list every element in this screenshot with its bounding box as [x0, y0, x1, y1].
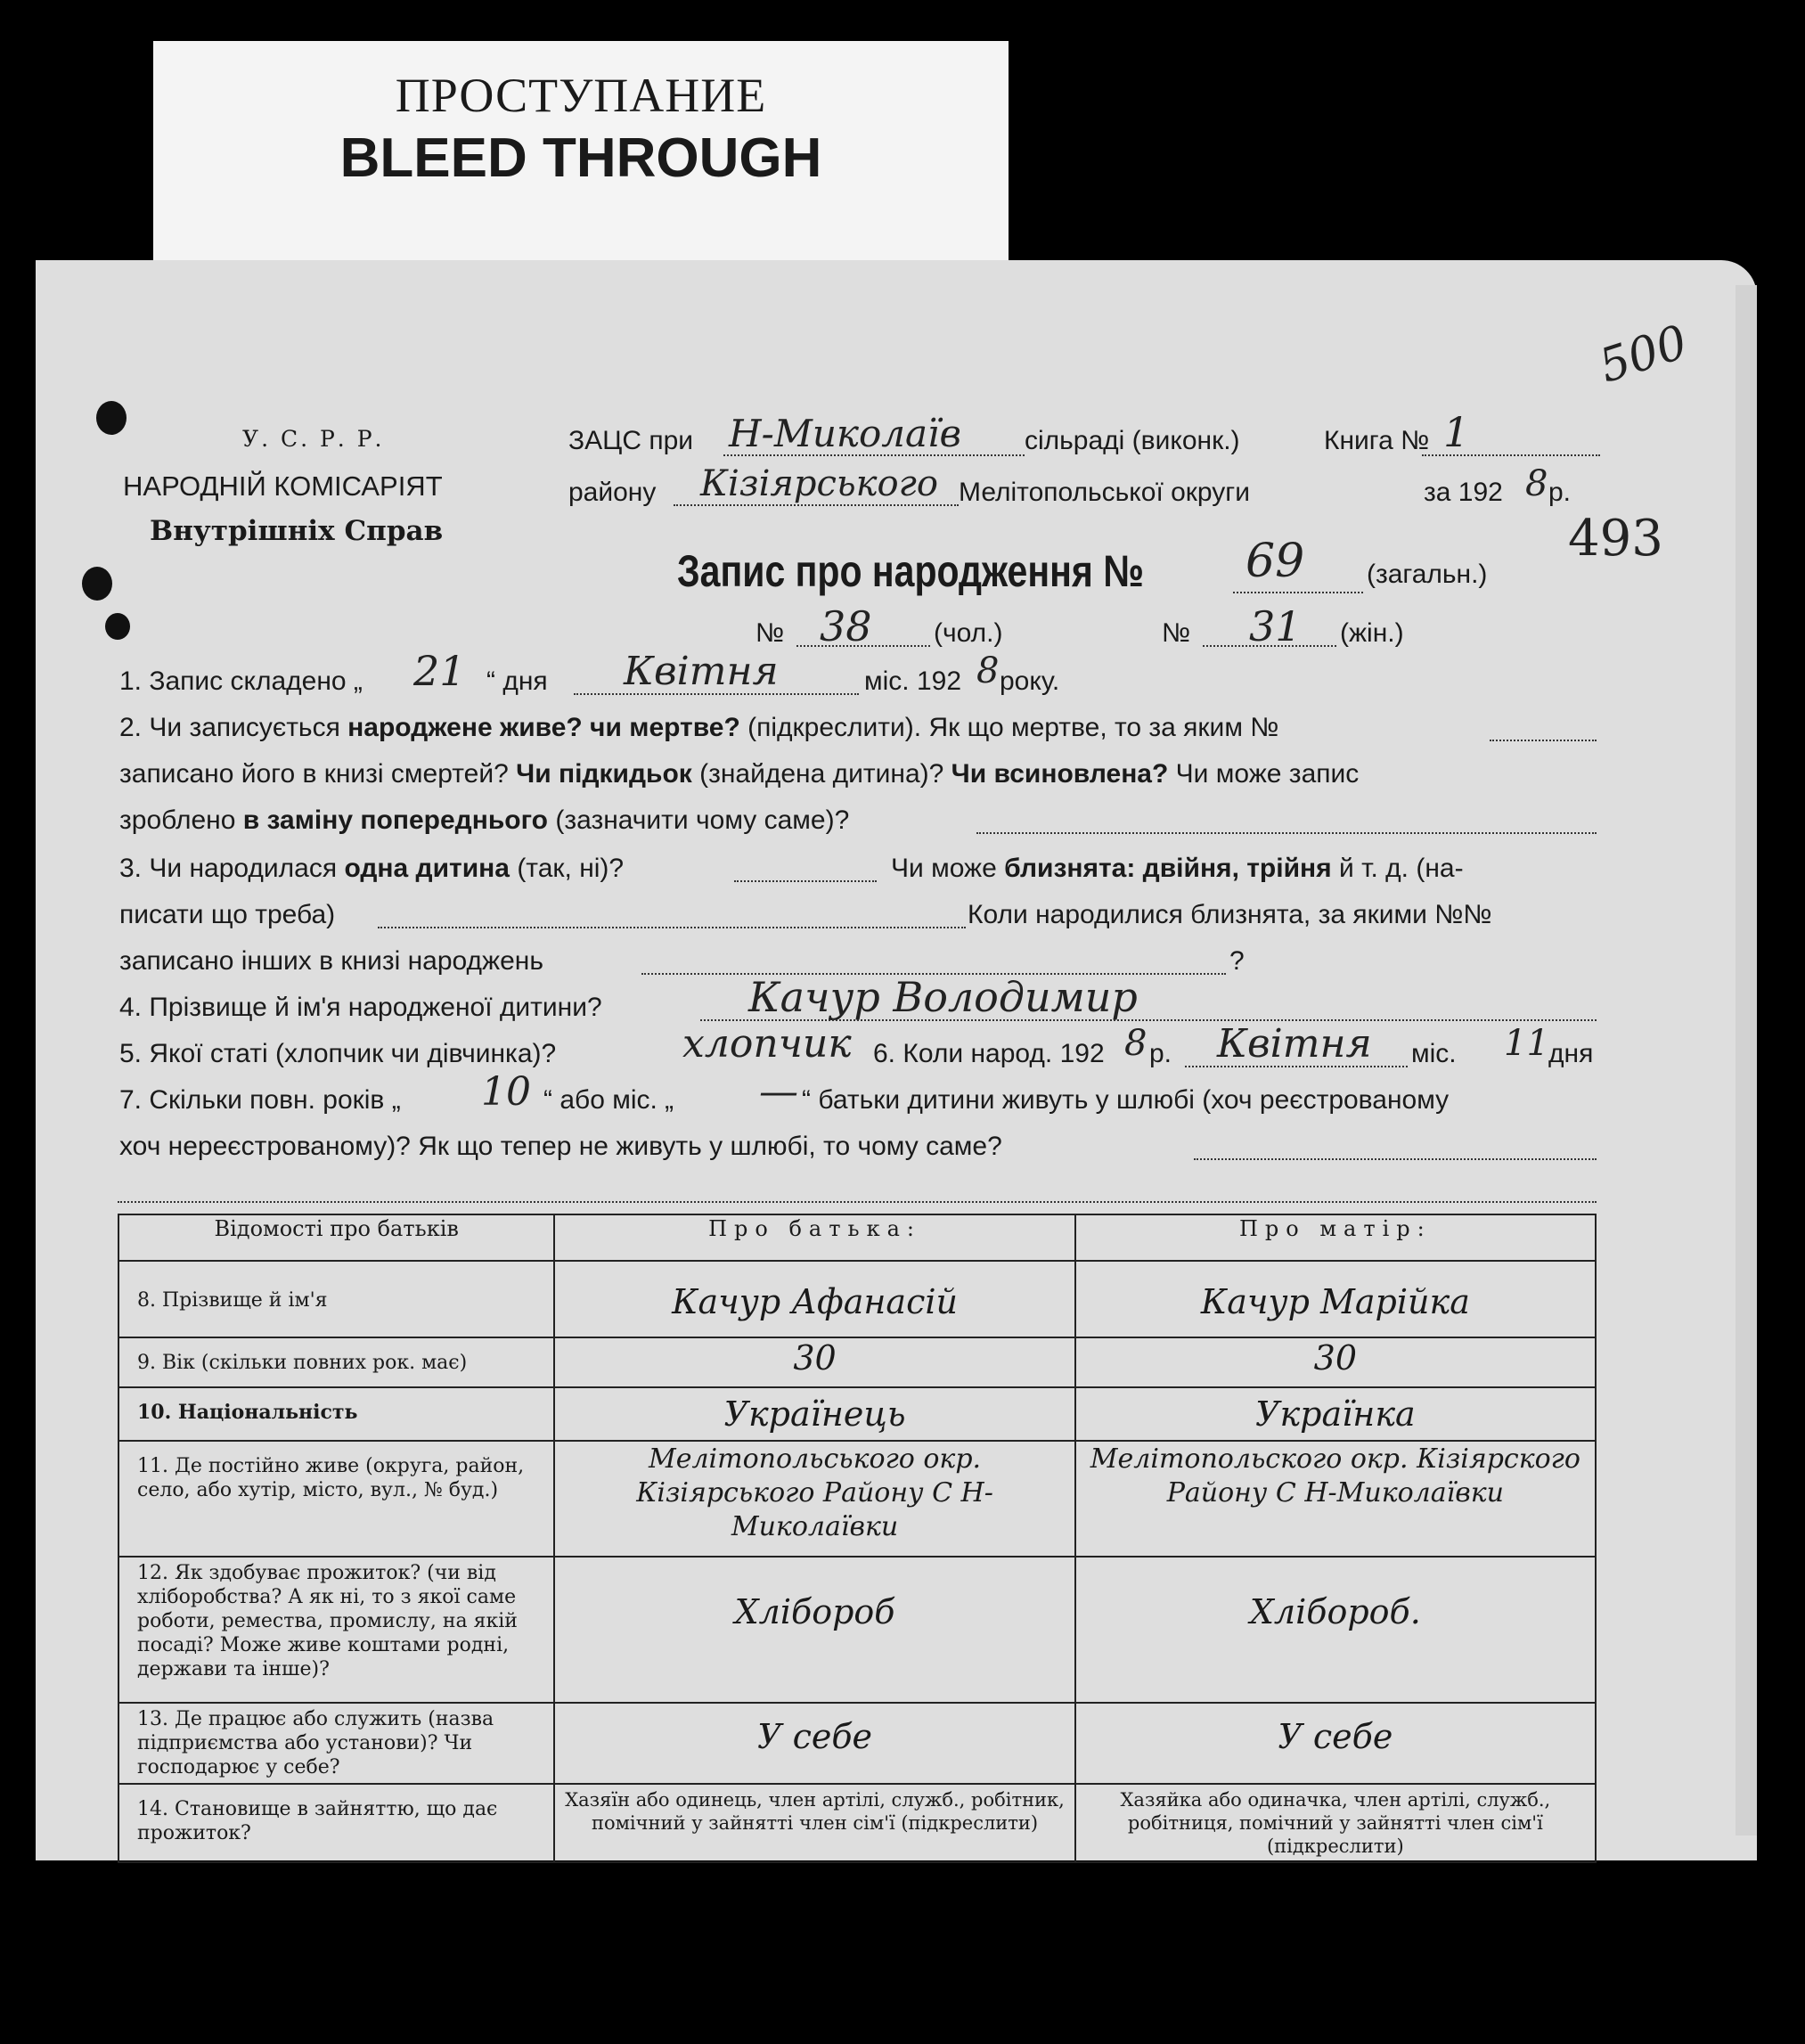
child-name-value: Качур Володимир: [748, 973, 1138, 1021]
row-question: 13. Де працює або служить (назва підприємства або установи)? Чи господарює у себе?: [118, 1703, 554, 1784]
father-residence-value: Мелітопольського окр. Кізіярського Району С Н-Миколаївки: [554, 1441, 1074, 1557]
marriage-months-value: —: [759, 1069, 798, 1115]
dotted-line: [1490, 740, 1597, 741]
dotted-line: [1194, 1158, 1597, 1160]
department-heading: Внутрішніх Справ: [150, 515, 444, 547]
dotted-line: [1185, 1066, 1408, 1067]
dotted-line: [1203, 645, 1336, 647]
year-value: 8: [1525, 463, 1548, 504]
q3-line1a: 3. Чи народилася одна дитина (так, ні)?: [119, 854, 625, 883]
q1-mis-label: міс. 192: [864, 666, 962, 696]
q3-question-mark: ?: [1229, 946, 1245, 976]
punch-hole: [105, 613, 130, 640]
dotted-line: [734, 880, 877, 882]
label-line-russian: ПРОСТУПАНИЕ: [395, 69, 767, 122]
q1-month-value: Квітня: [624, 649, 779, 694]
label-line-english: BLEED THROUGH: [339, 127, 822, 189]
q6-r-label: р.: [1149, 1039, 1172, 1068]
q2-line1: 2. Чи записується народжене живе? чи мертве? (підкреслити). Як що мертве, то за яким №: [119, 713, 1279, 742]
usrr-heading: У. С. Р. Р.: [242, 426, 385, 452]
q1-year-label: року.: [1000, 666, 1060, 696]
q7-label: 7. Скільки повн. років „: [119, 1085, 401, 1115]
record-number-value: 69: [1246, 535, 1305, 588]
q2-line2: записано його в книзі смертей? Чи підкидьок (знайдена дитина)? Чи всиновлена? Чи може запис: [119, 759, 1360, 789]
q3-line3: записано інших в книзі народжень: [119, 946, 544, 976]
punch-hole: [96, 401, 127, 435]
q1-day-value: 21: [413, 647, 466, 695]
book-number-value: 1: [1443, 408, 1470, 456]
father-status-options: Хазяїн або одинець, член артілі, служб., робітник, помічний у зайнятті член сім'ї (підкреслити): [554, 1784, 1074, 1862]
sex-value: хлопчик: [682, 1021, 852, 1067]
punch-hole: [82, 567, 112, 601]
year-suffix: р.: [1548, 478, 1572, 507]
q2-line3: зроблено в заміну попереднього (зазначити чому саме)?: [119, 805, 850, 835]
q5-label: 5. Якої статі (хлопчик чи дівчинка)?: [119, 1039, 557, 1068]
margin-number-second: 493: [1568, 510, 1663, 568]
female-no-label: №: [1162, 618, 1191, 648]
dotted-line: [976, 832, 1597, 834]
q6-mis-label: міс.: [1411, 1039, 1457, 1068]
village-council-value: Н-Миколаїв: [729, 412, 961, 455]
q6-dnya-label: дня: [1548, 1039, 1594, 1068]
row-question: 9. Вік (скільки повних рок. має): [118, 1337, 554, 1387]
male-no-label: №: [755, 618, 785, 648]
q3-line1b: Чи може близнята: двійня, трійня й т. д. (на-: [891, 854, 1464, 883]
dotted-line: [118, 1201, 1597, 1203]
row-question: 8. Прізвище й ім'я: [118, 1261, 554, 1337]
year-label: за 192: [1424, 478, 1503, 507]
birth-day-value: 11: [1504, 1023, 1549, 1064]
dotted-line: [1422, 454, 1600, 456]
table-row: [118, 1261, 1596, 1337]
row-question: 11. Де постійно живе (округа, район, село, або хутір, місто, вул., № буд.): [118, 1441, 554, 1557]
dotted-line: [574, 693, 859, 695]
row-question: 14. Становище в зайняттю, що дає прожиток?: [118, 1784, 554, 1862]
rayon-label: району: [568, 478, 657, 507]
mother-nationality-value: Українка: [1075, 1387, 1596, 1441]
mother-workplace-value: У себе: [1075, 1703, 1596, 1784]
council-label: сільраді (виконк.): [1025, 426, 1240, 455]
table-row: [118, 1387, 1596, 1441]
header-info: Відомості про батьків: [118, 1214, 554, 1261]
birth-month-value: Квітня: [1217, 1021, 1372, 1067]
table-row: [118, 1784, 1596, 1862]
record-title: Запис про народження №: [677, 546, 1144, 596]
father-age-value: 30: [554, 1337, 1074, 1387]
row-question: 10. Національність: [118, 1387, 554, 1441]
mother-occupation-value: Хлібороб.: [1075, 1557, 1596, 1703]
father-name-value: Качур Афанасій: [554, 1261, 1074, 1337]
dotted-line: [723, 454, 1025, 456]
q4-label: 4. Прізвище й ім'я народженої дитини?: [119, 993, 602, 1022]
female-label: (жін.): [1340, 618, 1404, 648]
mother-name-value: Качур Марійка: [1075, 1261, 1596, 1337]
general-label: (загальн.): [1367, 560, 1488, 589]
male-label: (чол.): [934, 618, 1003, 648]
parents-table: [118, 1214, 1597, 1863]
table-row: [118, 1703, 1596, 1784]
q6-label: 6. Коли народ. 192: [873, 1039, 1105, 1068]
male-number-value: 38: [820, 602, 872, 650]
q7-line2: хоч нереєстрованому)? Як що тепер не живуть у шлюбі, то чому саме?: [119, 1132, 1002, 1161]
header-father: Про батька:: [554, 1214, 1074, 1261]
dotted-line: [1233, 592, 1363, 593]
mother-residence-value: Мелітопольского окр. Кізіярского Району С Н-Миколаївки: [1075, 1441, 1596, 1557]
zags-label: ЗАЦС при: [568, 426, 694, 455]
table-row: [118, 1441, 1596, 1557]
table-row: [118, 1337, 1596, 1387]
rayon-value: Кізіярського: [700, 463, 938, 504]
birth-year-value: 8: [1124, 1023, 1148, 1064]
page-edge: [1736, 285, 1757, 1836]
q3-line2a: писати що треба): [119, 900, 336, 929]
marriage-years-value: 10: [481, 1069, 531, 1115]
bleed-through-label: [153, 41, 1009, 264]
margin-number-top: 500: [1593, 315, 1695, 394]
q1-label: 1. Запис складено „: [119, 666, 363, 696]
okruga-label: Мелітопольської округи: [959, 478, 1250, 507]
book-label: Книга №: [1324, 426, 1430, 455]
father-occupation-value: Хлібороб: [554, 1557, 1074, 1703]
dotted-line: [796, 645, 930, 647]
q1-day-label: “ дня: [486, 666, 548, 696]
father-nationality-value: Українець: [554, 1387, 1074, 1441]
dotted-line: [674, 504, 959, 506]
commissariat-heading: НАРОДНІЙ КОМІСАРІЯТ: [123, 470, 443, 502]
header-mother: Про матір:: [1075, 1214, 1596, 1261]
mother-status-options: Хазяйка або одиначка, член артілі, служб., робітниця, помічний у зайнятті член сім'ї (підкреслити): [1075, 1784, 1596, 1862]
female-number-value: 31: [1249, 602, 1302, 650]
q7-mid-label: “ або міс. „: [543, 1085, 674, 1115]
table-header-row: [118, 1214, 1596, 1261]
q7-post-label: “ батьки дитини живуть у шлюбі (хоч реєстрованому: [802, 1085, 1450, 1115]
mother-age-value: 30: [1075, 1337, 1596, 1387]
dotted-line: [378, 927, 966, 928]
row-question: 12. Як здобуває прожиток? (чи від хліборобства? А як ні, то з якої саме роботи, ремества, промислу, на якій посаді? Може живе коштами родні, держави та інше)?: [118, 1557, 554, 1703]
father-workplace-value: У себе: [554, 1703, 1074, 1784]
q3-line2b: Коли народилися близнята, за якими №№: [968, 900, 1492, 929]
table-row: [118, 1557, 1596, 1703]
q1-year-value: 8: [976, 650, 1000, 691]
